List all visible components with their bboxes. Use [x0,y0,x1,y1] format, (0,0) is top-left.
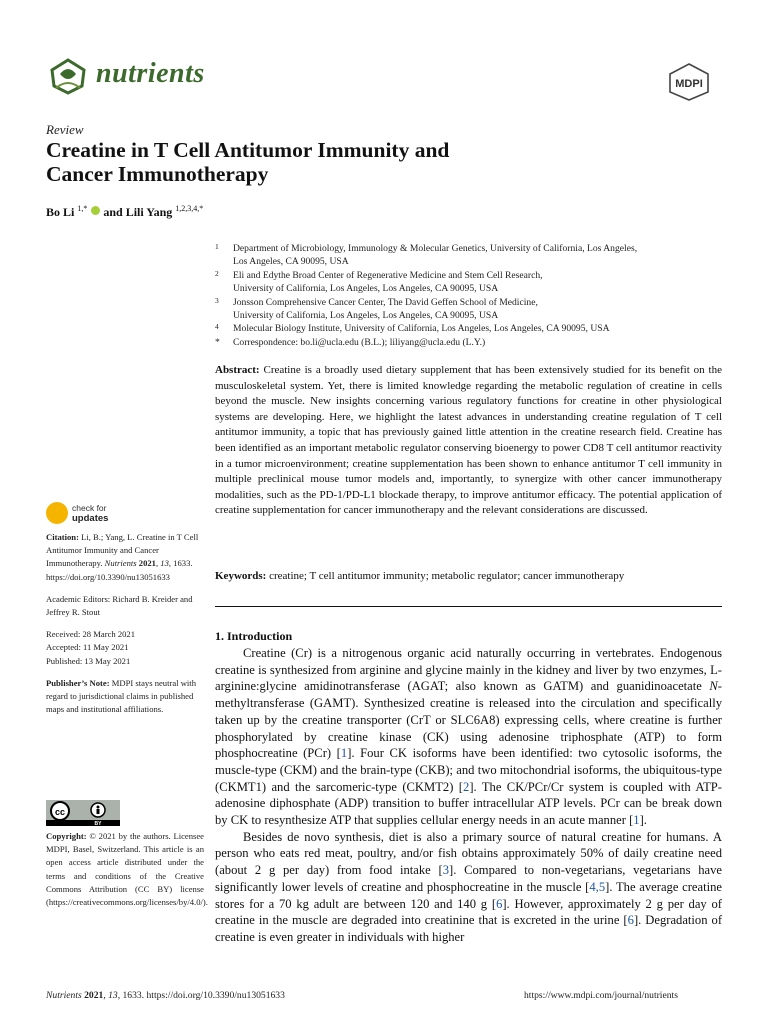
affiliation-line: University of California, Los Angeles, Los Angeles, CA 90095, USA [233,310,499,322]
keywords-label: Keywords: [215,570,267,582]
keywords [215,570,722,582]
author-name[interactable]: Lili Yang [125,205,173,219]
correspondence-mark: * [215,336,220,348]
publisher-note: Publisher’s Note: MDPI stays neutral with regard to jurisdictional claims in published maps and institutional affiliations. [46,677,196,715]
article-type: Review [46,122,84,137]
journal-name: nutrients [96,58,205,89]
affiliation-line: Department of Microbiology, Immunology & Molecular Genetics, University of California, Los Angeles, [233,243,638,254]
updates-line-1: check for [72,503,107,513]
abstract [215,363,722,519]
abstract-text: Creatine is a broadly used dietary supplement that has been extensively studied for its benefit on the musculoskeletal system. Yet, there is limited knowledge regarding the metabolic regulation of creatine in cells beyond the muscle. New insights concerning various regulatory functions for creatine in other physiological systems are developing. Here, we highlight the latest advances in understanding creatine regulation of T cell antitumor immunity, a topic that has previously gained little attention in the creatine research field. Creatine has been identified as an important metabolic regulator conserving bioenergy to power CD8 T cell antitumor reactivity in a tumor microenvironment; creatine supplementation has been shown to enhance antitumor T cell immunity in multiple preclinical mouse tumor models and, importantly, to synergize with other cancer immunotherapy modalities, such as the PD-1/PD-L1 blockade therapy, to improve antitumor efficacy. The potential application of creatine supplementation for cancer immunotherapy and the relevant considerations are discussed. [215,364,722,517]
mdpi-logo-icon [666,62,712,102]
affiliation-line: Los Angeles, CA 90095, USA [233,256,349,268]
footer-journal-url[interactable]: https://www.mdpi.com/journal/nutrients [524,990,678,1001]
affiliations [215,242,725,349]
paragraph: Creatine (Cr) is a nitrogenous organic acid naturally occurring in vertebrates. Endogenous creatine is synthesized from arginine and glycine mainly in the kidney and liver by two enzymes, L-arginine:glycine amidinotransferase (AGAT; also known as GATM) and guanidinoacetate N-methyltransferase (GAMT). Synthesized creatine is released into the circulation and specifically taken up by the creatine transporter (CrT or SLC6A8) expressing cells, where creatine is further phosphorylated by creatine kinase (CK) using adenosine triphosphate (ATP) to form phosphocreatine (PCr) [1]. Four CK isoforms have been identified: two cytosolic isoforms, the muscle-type (CKM) and the brain-type (CKB); and two mitochondrial isoforms, the ubiquitous-type (CKMT1) and the sarcomeric-type (CKMT2) [2]. The CK/PCr/Cr system is coupled with ATP-adenosine diphosphate (ADP) transition to buffer intracellular ATP levels. PCr can be break down by CK to resynthesize ATP that supplies cellular energy needs in an acute manner [1]. [215,646,723,828]
published-date: Published: 13 May 2021 [46,655,131,666]
affiliation-number: 3 [215,295,219,305]
affiliation-item [215,322,725,335]
section-body [215,645,722,946]
affiliation-line: Molecular Biology Institute, University of California, Los Angeles, Los Angeles, CA 90095, USA [233,323,610,335]
citation-link[interactable]: 3 [442,863,449,878]
affiliation-item [215,269,725,296]
received-date: Received: 28 March 2021 [46,629,136,640]
footer-citation: Nutrients 2021, 13, 1633. https://doi.org/10.3390/nu13051633 [46,990,285,1001]
citation-block: Citation: Li, B.; Yang, L. Creatine in T Cell Antitumor Immunity and Cancer Immunotherapy. Nutrients 2021, 13, 1633. https://doi.org/10.3390/nu13051633 [46,532,199,582]
mdpi-text: MDPI [675,78,703,90]
affiliation-item [215,296,725,323]
citation-link[interactable]: 2 [463,779,470,794]
section-divider [215,606,722,607]
affiliation-line: Eli and Edythe Broad Center of Regenerative Medicine and Stem Cell Research, [233,269,543,281]
nutrients-logo-icon [46,56,90,96]
affiliation-number: 2 [215,268,219,278]
article-title [46,138,646,186]
section-heading: 1. Introduction [215,629,293,643]
cc-by-license-icon[interactable] [46,800,120,826]
correspondence [215,336,725,349]
updates-line-2: updates [72,513,109,524]
correspondence-text[interactable]: Correspondence: bo.li@ucla.edu (B.L.); liliyang@ucla.edu (L.Y.) [233,336,486,348]
paragraph: Besides de novo synthesis, diet is also a primary source of natural creatine for humans. A person who eats red meat, poultry, and/or fish obtains approximately 50% of daily creatine need (about 2 g per day) from food intake [3]. Compared to non-vegetarians, vegetarians have significantly lower levels of creatine and phosphocreatine in the muscle [4,5]. The average creatine stores for a 70 kg adult are between 120 and 140 g [6]. However, approximately 2 g per day of creatine in the muscle are degraded into creatinine that is excreted in the urine [6]. Degradation of creatine is even greater in individuals with higher [215,829,723,944]
citation-link[interactable]: 4,5 [589,879,606,894]
svg-text:cc: cc [54,807,66,817]
check-updates-icon [46,502,68,524]
sidebar-info [46,531,204,716]
citation-link[interactable]: 6 [627,913,634,928]
author-affiliation-marks: 1,2,3,4,* [175,204,204,213]
affiliation-line: University of California, Los Angeles, Los Angeles, CA 90095, USA [233,283,499,295]
check-for-updates-button[interactable] [46,502,176,528]
orcid-icon[interactable] [91,206,100,215]
keywords-text: creatine; T cell antitumor immunity; metabolic regulator; cancer immunotherapy [266,570,625,582]
accepted-date: Accepted: 11 May 2021 [46,642,129,653]
author-conjunction: and [100,205,126,219]
affiliation-line: Jonsson Comprehensive Cancer Center, The David Geffen School of Medicine, [233,296,538,308]
cc-badge-label: BY [94,821,102,826]
abstract-label: Abstract: [215,364,260,376]
affiliation-number: 1 [215,242,219,251]
citation-link[interactable]: 6 [496,896,503,911]
author-name[interactable]: Bo Li [46,205,75,219]
affiliation-number: 4 [215,322,219,332]
citation-link[interactable]: 1 [340,746,348,761]
affiliation-item [215,242,725,269]
title-line-2: Cancer Immunotherapy [46,162,269,186]
citation-link[interactable]: 1 [633,813,640,828]
copyright-block: Copyright: © 2021 by the authors. Licensee MDPI, Basel, Switzerland. This article is an open access article distributed under the terms and conditions of the Creative Commons Attribution (CC BY) license (https://creativecommons.org/licenses/by/4.0/). [46,831,208,908]
title-line-1: Creatine in T Cell Antitumor Immunity and [46,138,450,162]
author-list [46,204,203,220]
author-affiliation-marks: 1,* [77,204,88,213]
academic-editors: Academic Editors: Richard B. Kreider and Jeffrey R. Stout [46,593,193,618]
